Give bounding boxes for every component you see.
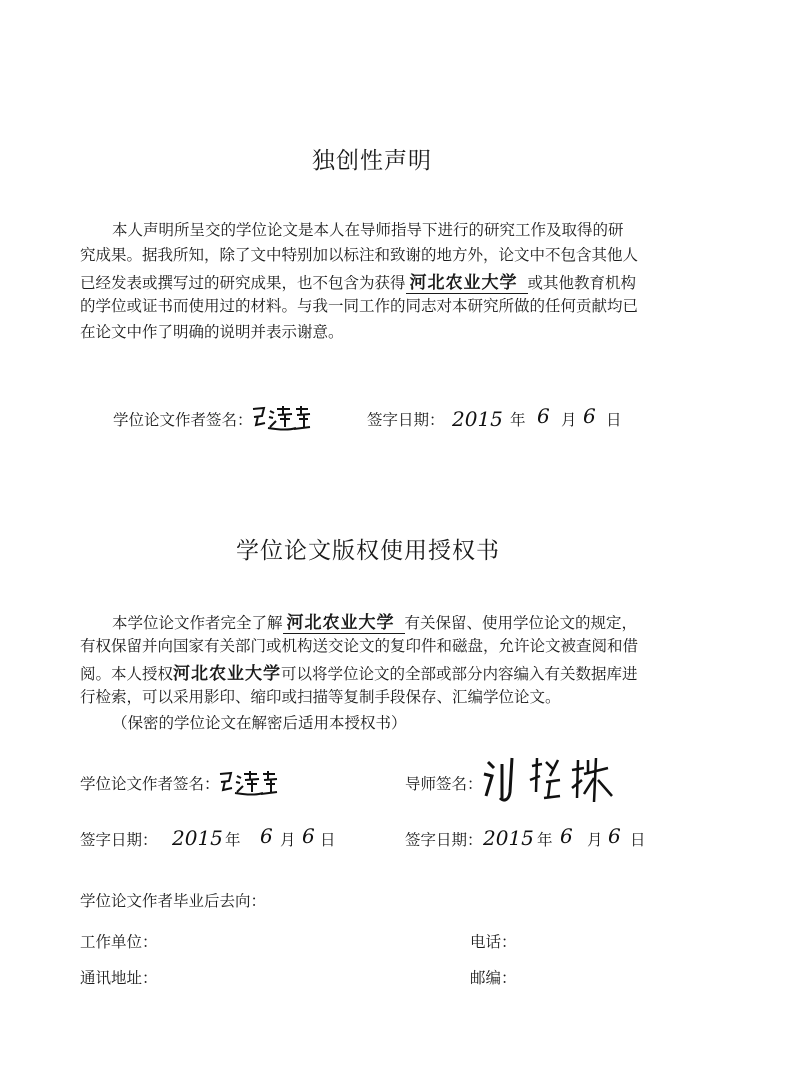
after-graduation-heading: 学位论文作者毕业后去向： [80, 892, 267, 910]
authorization-line-1 [112, 608, 637, 634]
declaration-day-unit: 日 [606, 411, 622, 429]
declaration-month-unit: 月 [561, 411, 577, 429]
declaration-year-unit: 年 [510, 411, 526, 429]
authorization-university-2: 河北农业大学 [173, 664, 282, 684]
authorization-advisor-month-unit: 月 [587, 831, 603, 849]
authorization-line-3-prefix: 阅。本人授权 [80, 665, 174, 683]
authorization-line-4: 行检索，可以采用影印、缩印或扫描等复制手段保存、汇编学位论文。 [80, 688, 561, 706]
authorization-author-year-unit: 年 [225, 831, 241, 849]
authorization-advisor-date-month: 6 [560, 824, 573, 848]
authorization-university-1: 河北农业大学 [283, 608, 405, 634]
declaration-author-signature [250, 403, 312, 433]
authorization-author-month-unit: 月 [280, 831, 296, 849]
authorization-author-signature [217, 768, 279, 798]
declaration-line-1: 本人声明所呈交的学位论文是本人在导师指导下进行的研究工作及取得的研 [112, 221, 624, 239]
address-label: 通讯地址： [80, 969, 158, 987]
authorization-advisor-day-unit: 日 [630, 831, 646, 849]
authorization-line-2: 有权保留并向国家有关部门或机构送交论文的复印件和磁盘，允许论文被查阅和借 [80, 637, 639, 655]
declaration-date-day: 6 [583, 404, 596, 428]
authorization-author-sig-label: 学位论文作者签名： [80, 775, 220, 793]
authorization-line-1-suffix: 有关保留、使用学位论文的规定， [404, 614, 638, 632]
authorization-line-1-prefix: 本学位论文作者完全了解 [112, 614, 283, 632]
authorization-advisor-date-day: 6 [608, 824, 621, 848]
declaration-line-3-suffix: 或其他教育机构 [527, 274, 637, 292]
authorization-advisor-sig-label: 导师签名： [405, 775, 483, 793]
authorization-author-date-label: 签字日期： [80, 831, 158, 849]
declaration-line-2: 究成果。据我所知，除了文中特别加以标注和致谢的地方外，论文中不包含其他人 [80, 246, 639, 264]
declaration-line-3-prefix: 已经发表或撰写过的研究成果，也不包含为获得 [80, 274, 406, 292]
declaration-date-label: 签字日期： [367, 411, 445, 429]
authorization-author-date-day: 6 [302, 824, 315, 848]
authorization-advisor-year-unit: 年 [537, 831, 553, 849]
declaration-date-year: 2015 [452, 407, 503, 431]
authorization-note: （保密的学位论文在解密后适用本授权书） [112, 714, 407, 732]
authorization-advisor-date-year: 2015 [483, 826, 534, 850]
declaration-title: 独创性声明 [312, 148, 432, 174]
postcode-label: 邮编： [470, 969, 517, 987]
authorization-author-date-month: 6 [260, 824, 273, 848]
declaration-line-4: 的学位或证书而使用过的材料。与我一同工作的同志对本研究所做的任何贡献均已 [80, 297, 639, 315]
declaration-author-sig-label: 学位论文作者签名： [113, 411, 253, 429]
authorization-line-3 [80, 659, 638, 684]
authorization-author-date-year: 2015 [172, 826, 223, 850]
authorization-author-day-unit: 日 [320, 831, 336, 849]
work-unit-label: 工作单位： [80, 933, 158, 951]
declaration-line-3 [80, 268, 636, 294]
authorization-advisor-signature [480, 752, 620, 808]
authorization-line-3-suffix: 可以将学位论文的全部或部分内容编入有关数据库进 [281, 665, 638, 683]
declaration-line-5: 在论文中作了明确的说明并表示谢意。 [80, 323, 344, 341]
declaration-date-month: 6 [537, 404, 550, 428]
phone-label: 电话： [470, 933, 517, 951]
authorization-advisor-date-label: 签字日期： [405, 831, 483, 849]
authorization-title: 学位论文版权使用授权书 [236, 538, 500, 564]
declaration-university: 河北农业大学 [406, 268, 528, 294]
